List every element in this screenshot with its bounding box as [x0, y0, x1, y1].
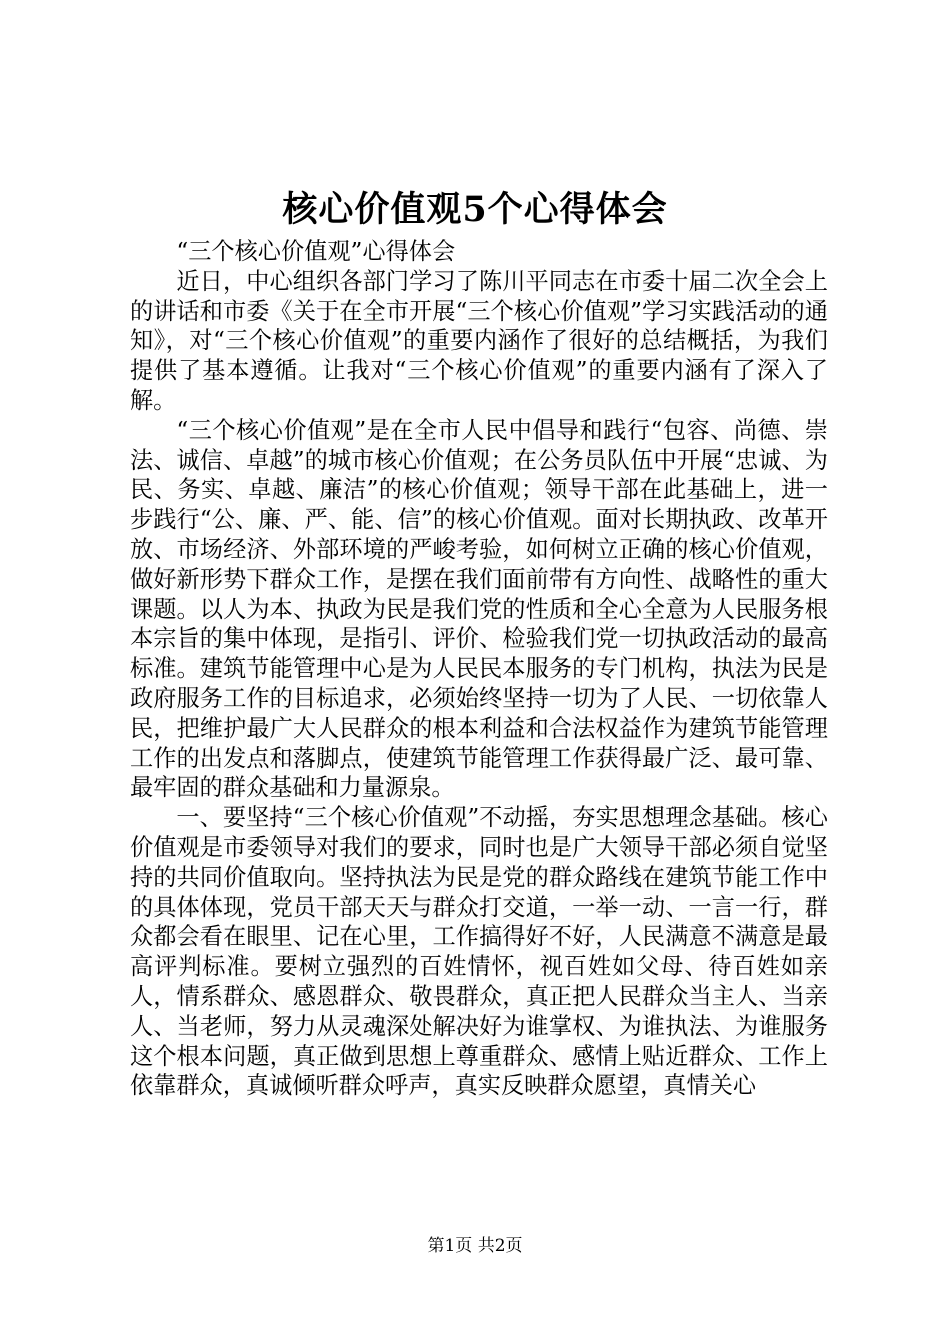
paragraph-point-one: 一、要坚持“三个核心价值观”不动摇，夯实思想理念基础。核心价值观是市委领导对我们的要求，同时也是广大领导干部必须自觉坚持的共同价值取向。坚持执法为民是党的群众路线在建筑节能工作中的具体体现，党员干部天天与群众打交道，一举一动、一言一行，群众都会看在眼里、记在心里，工作搞得好不好，人民满意不满意是最高评判标准。要树立强烈的百姓情怀，视百姓如父母、待百姓如亲人，情系群众、感恩群众、敬畏群众，真正把人民群众当主人、当亲人、当老师，努力从灵魂深处解决好为谁掌权、为谁执法、为谁服务这个根本问题，真正做到思想上尊重群众、感情上贴近群众、工作上依靠群众，真诚倾听群众呼声，真实反映群众愿望，真情关心: [130, 804, 828, 1100]
document-body: [130, 237, 828, 1101]
paragraph-intro: 近日，中心组织各部门学习了陈川平同志在市委十届二次全会上的讲话和市委《关于在全市开展“三个核心价值观”学习实践活动的通知》，对“三个核心价值观”的重要内涵作了很好的总结概括，为我们提供了基本遵循。让我对“三个核心价值观”的重要内涵有了深入了解。: [130, 267, 828, 414]
paragraph-subtitle: “三个核心价值观”心得体会: [176, 238, 456, 265]
paragraph-values: “三个核心价值观”是在全市人民中倡导和践行“包容、尚德、崇法、诚信、卓越”的城市核心价值观；在公务员队伍中开展“忠诚、为民、务实、卓越、廉洁”的核心价值观；领导干部在此基础上，进一步践行“公、廉、严、能、信”的核心价值观。面对长期执政、改革开放、市场经济、外部环境的严峻考验，如何树立正确的核心价值观，做好新形势下群众工作，是摆在我们面前带有方向性、战略性的重大课题。以人为本、执政为民是我们党的性质和全心全意为人民服务根本宗旨的集中体现，是指引、评价、检验我们党一切执政活动的最高标准。建筑节能管理中心是为人民民本服务的专门机构，执法为民是政府服务工作的目标追求，必须始终坚持一切为了人民、一切依靠人民，把维护最广大人民群众的根本利益和合法权益作为建筑节能管理工作的出发点和落脚点，使建筑节能管理工作获得最广泛、最可靠、最牢固的群众基础和力量源泉。: [130, 416, 828, 802]
page-title: 核心价值观5个心得体会: [282, 189, 668, 230]
page-number-footer: 第1页 共2页: [427, 1236, 523, 1256]
